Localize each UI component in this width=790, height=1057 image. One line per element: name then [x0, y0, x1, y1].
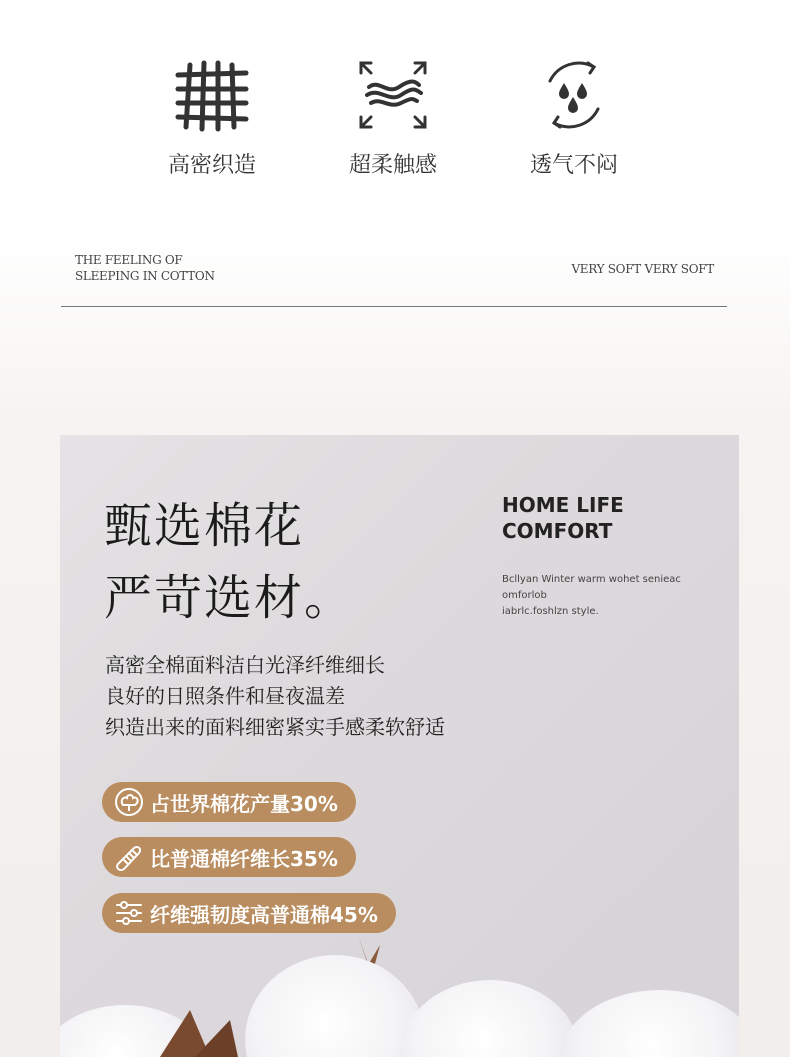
- english-title: [502, 492, 624, 544]
- feature-breathable: [484, 50, 664, 179]
- english-body-line: iabrlc.foshlzn style.: [502, 606, 599, 617]
- fiber-skein-icon: [112, 840, 146, 874]
- english-title-line: COMFORT: [502, 519, 613, 543]
- description-paragraph: [105, 650, 445, 743]
- stat-pill-label: 纤维强韧度高普通棉45%: [150, 902, 378, 927]
- tagline-right: VERY SOFT VERY SOFT: [571, 262, 714, 276]
- feature-label: 高密织造: [167, 153, 256, 178]
- description-line: 高密全棉面料洁白光泽纤维细长: [105, 653, 385, 677]
- english-body-line: Bcllyan Winter warm wohet senieac: [502, 574, 681, 585]
- english-body-line: omforlob: [502, 590, 547, 601]
- english-title-line: HOME LIFE: [502, 493, 624, 517]
- breathable-drops-icon: [484, 50, 664, 140]
- soft-touch-icon: [303, 50, 483, 140]
- grid-weave-icon: [122, 50, 302, 140]
- feature-super-soft: [303, 50, 483, 179]
- description-line: 良好的日照条件和昼夜温差: [105, 684, 345, 708]
- stat-pill-fiber-length: [102, 837, 356, 877]
- headline-line: 甄选棉花: [104, 498, 305, 554]
- english-body: [502, 572, 702, 620]
- tagline-left-line: SLEEPING IN COTTON: [75, 269, 215, 283]
- feature-label: 透气不闷: [529, 153, 618, 178]
- headline-line: 严苛选材。: [104, 570, 355, 626]
- stat-pill-yield: [102, 782, 356, 822]
- feature-high-density: [122, 50, 302, 179]
- stat-pill-label: 占世界棉花产量30%: [150, 791, 338, 816]
- tagline-left-line: THE FEELING OF: [75, 253, 183, 267]
- stat-pill-strength: [102, 893, 396, 933]
- panel-headline: [104, 490, 354, 634]
- stat-pill-label: 比普通棉纤维长35%: [150, 846, 338, 871]
- sliders-icon: [112, 896, 146, 930]
- cotton-husk-icon: [150, 1000, 240, 1057]
- tagline-left: [75, 252, 215, 284]
- feature-label: 超柔触感: [348, 153, 437, 178]
- description-line: 织造出来的面料细密紧实手感柔软舒适: [105, 715, 445, 739]
- cotton-flower-icon: [112, 785, 146, 819]
- divider: [61, 306, 727, 307]
- cotton-panel: [60, 435, 739, 1057]
